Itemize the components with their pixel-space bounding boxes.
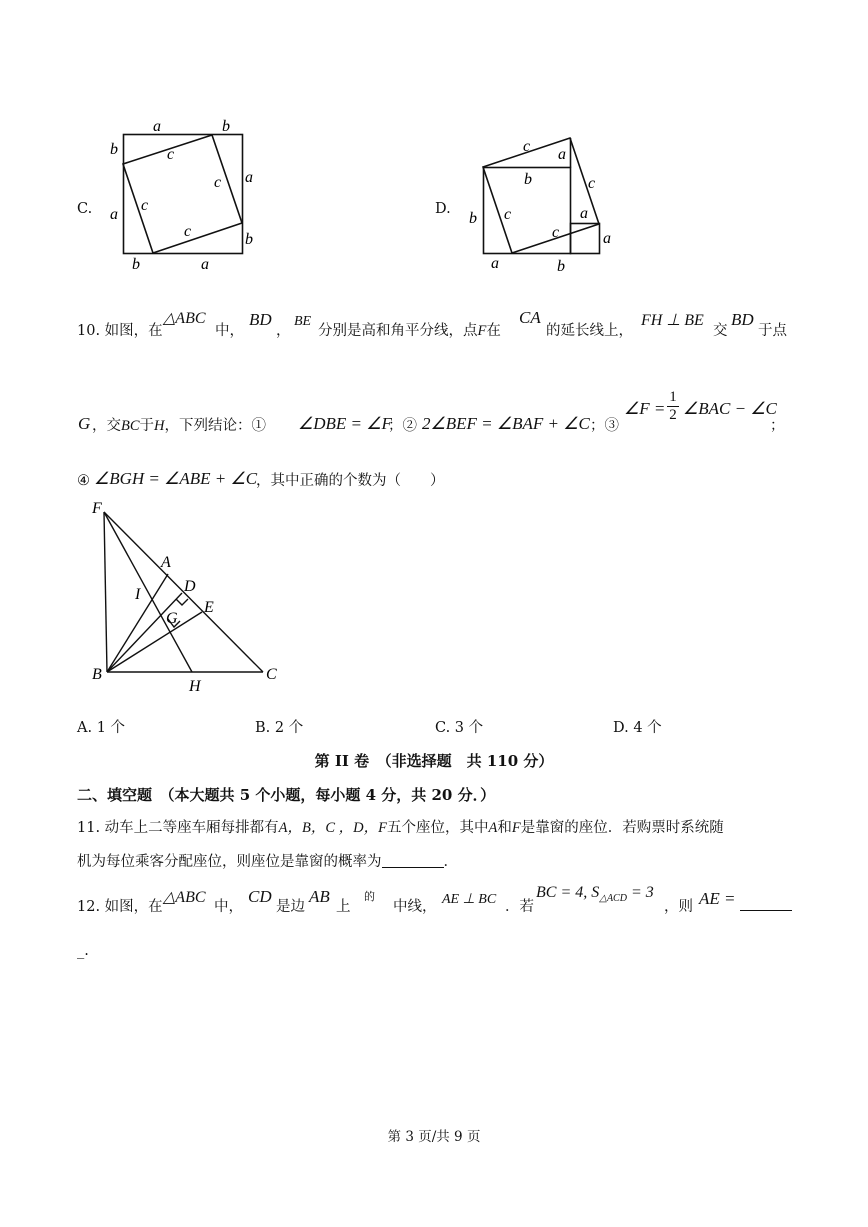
q12-cd: CD xyxy=(248,887,272,906)
q10-fh-perp-be: FH ⊥ BE xyxy=(641,312,704,329)
part-two-heading: 二、填空题 （本大题共 5 个小题，每小题 4 分，共 20 分．） xyxy=(77,786,496,804)
svg-text:c: c xyxy=(167,146,175,163)
page-footer: 第 3 页/共 9 页 xyxy=(387,1129,481,1145)
q12-condition: BC = 4, $S_{\triangle ACD} = 3$ xyxy=(536,884,654,905)
q10-conclusion-4: ∠BGH = ∠ABE + ∠C xyxy=(94,469,258,488)
q10-line1: 10. 如图，在 xyxy=(77,323,163,339)
q12-ab: AB xyxy=(309,887,330,906)
q10-line2: ，交BC于H，下列结论：① xyxy=(92,418,267,434)
q12-text4: 上 xyxy=(336,899,351,915)
q10-fraction: 1 2 xyxy=(667,389,679,424)
svg-text:D: D xyxy=(184,578,196,595)
q10-text3: 的延长线上， xyxy=(546,323,633,339)
choice-a: A. 1 个 xyxy=(77,720,126,736)
q12-ae-perp-bc: AE ⊥ BC xyxy=(442,892,497,907)
svg-text:E: E xyxy=(204,599,214,616)
svg-text:b: b xyxy=(110,141,118,158)
svg-text:a: a xyxy=(603,230,611,247)
q10-conclusion-3b: ∠BAC − ∠C xyxy=(683,399,777,418)
q10-conclusion-1: ∠DBE = ∠F xyxy=(298,414,392,433)
svg-text:c: c xyxy=(588,175,596,192)
svg-text:a: a xyxy=(580,205,588,222)
svg-text:a: a xyxy=(491,255,499,272)
q12-text2: 中， xyxy=(214,899,243,915)
svg-text:b: b xyxy=(524,171,532,188)
q12-text3: 是边 xyxy=(276,899,305,915)
q10-g: G xyxy=(78,414,91,433)
svg-text:c: c xyxy=(504,206,512,223)
svg-text:a: a xyxy=(245,169,253,186)
q10-circ4: ④ xyxy=(77,473,90,489)
q10-bd: BD xyxy=(249,310,272,329)
q12-text6: 中线， xyxy=(393,899,437,915)
option-d-label: D. xyxy=(435,201,451,217)
q10-text4: 交 xyxy=(713,323,728,339)
svg-text:c: c xyxy=(214,174,222,191)
svg-text:a: a xyxy=(558,146,566,163)
svg-text:I: I xyxy=(135,586,141,603)
svg-text:a: a xyxy=(201,256,209,273)
q11-line1: 11. 动车上二等座车厢每排都有A，B，C ，D，F五个座位，其中A和F是靠窗的座位．若购票时系统随 xyxy=(77,820,724,836)
option-d-figure xyxy=(460,125,630,275)
svg-text:c: c xyxy=(552,224,560,241)
q10-semicolon: ； xyxy=(770,418,785,434)
section-title: 第 II 卷 （非选择题 共 110 分） xyxy=(314,752,554,770)
svg-text:A: A xyxy=(161,554,171,571)
svg-text:C: C xyxy=(266,666,277,683)
svg-text:B: B xyxy=(92,666,102,683)
q12-text5: 的 xyxy=(364,890,375,903)
q12-line2: _. xyxy=(77,943,89,959)
svg-text:G: G xyxy=(166,610,178,627)
q11-line2: 机为每位乘客分配座位，则座位是靠窗的概率为 ． xyxy=(77,854,458,870)
q10-question: ，其中正确的个数为（ ） xyxy=(256,473,445,489)
option-c-label: C. xyxy=(77,201,93,217)
svg-text:b: b xyxy=(222,118,230,135)
svg-text:F: F xyxy=(92,500,102,517)
q10-triangle-figure xyxy=(80,495,300,700)
q10-be: BE xyxy=(294,314,312,329)
q11-answer-blank[interactable] xyxy=(382,853,444,868)
q10-comma: ， xyxy=(276,323,291,339)
q12-text8: ，则 xyxy=(664,899,693,915)
label-a: a xyxy=(153,118,161,135)
svg-text:H: H xyxy=(189,678,201,695)
svg-text:a: a xyxy=(110,206,118,223)
q12-ae: AE = xyxy=(699,889,736,908)
option-c-figure xyxy=(100,112,270,277)
q10-bd2: BD xyxy=(731,310,754,329)
q10-triangle-abc: △ABC xyxy=(163,310,206,327)
q10-text5: 于点 xyxy=(758,323,787,339)
q10-text2: 分别是高和角平分线，点F在 xyxy=(318,323,501,339)
choice-b: B. 2 个 xyxy=(255,720,304,736)
svg-text:c: c xyxy=(523,138,531,155)
svg-text:c: c xyxy=(141,197,149,214)
q12-triangle: △ABC xyxy=(163,889,206,906)
svg-text:b: b xyxy=(469,210,477,227)
q10-conclusion-2: 2∠BEF = ∠BAF + ∠C xyxy=(422,414,590,433)
q10-sep2: ；② xyxy=(388,418,417,434)
choice-d: D. 4 个 xyxy=(613,720,662,736)
q12-text: 12. 如图，在 xyxy=(77,899,163,915)
q12-text7: ．若 xyxy=(505,899,534,915)
q10-text: 中， xyxy=(215,323,244,339)
q12-answer-blank[interactable] xyxy=(740,896,792,911)
q10-sep3: ；③ xyxy=(590,418,619,434)
q10-conclusion-3a: ∠F = xyxy=(624,399,666,418)
svg-text:c: c xyxy=(184,223,192,240)
choice-c: C. 3 个 xyxy=(435,720,484,736)
svg-text:b: b xyxy=(245,231,253,248)
q10-ca: CA xyxy=(519,308,541,327)
svg-text:b: b xyxy=(557,258,565,275)
svg-text:b: b xyxy=(132,256,140,273)
